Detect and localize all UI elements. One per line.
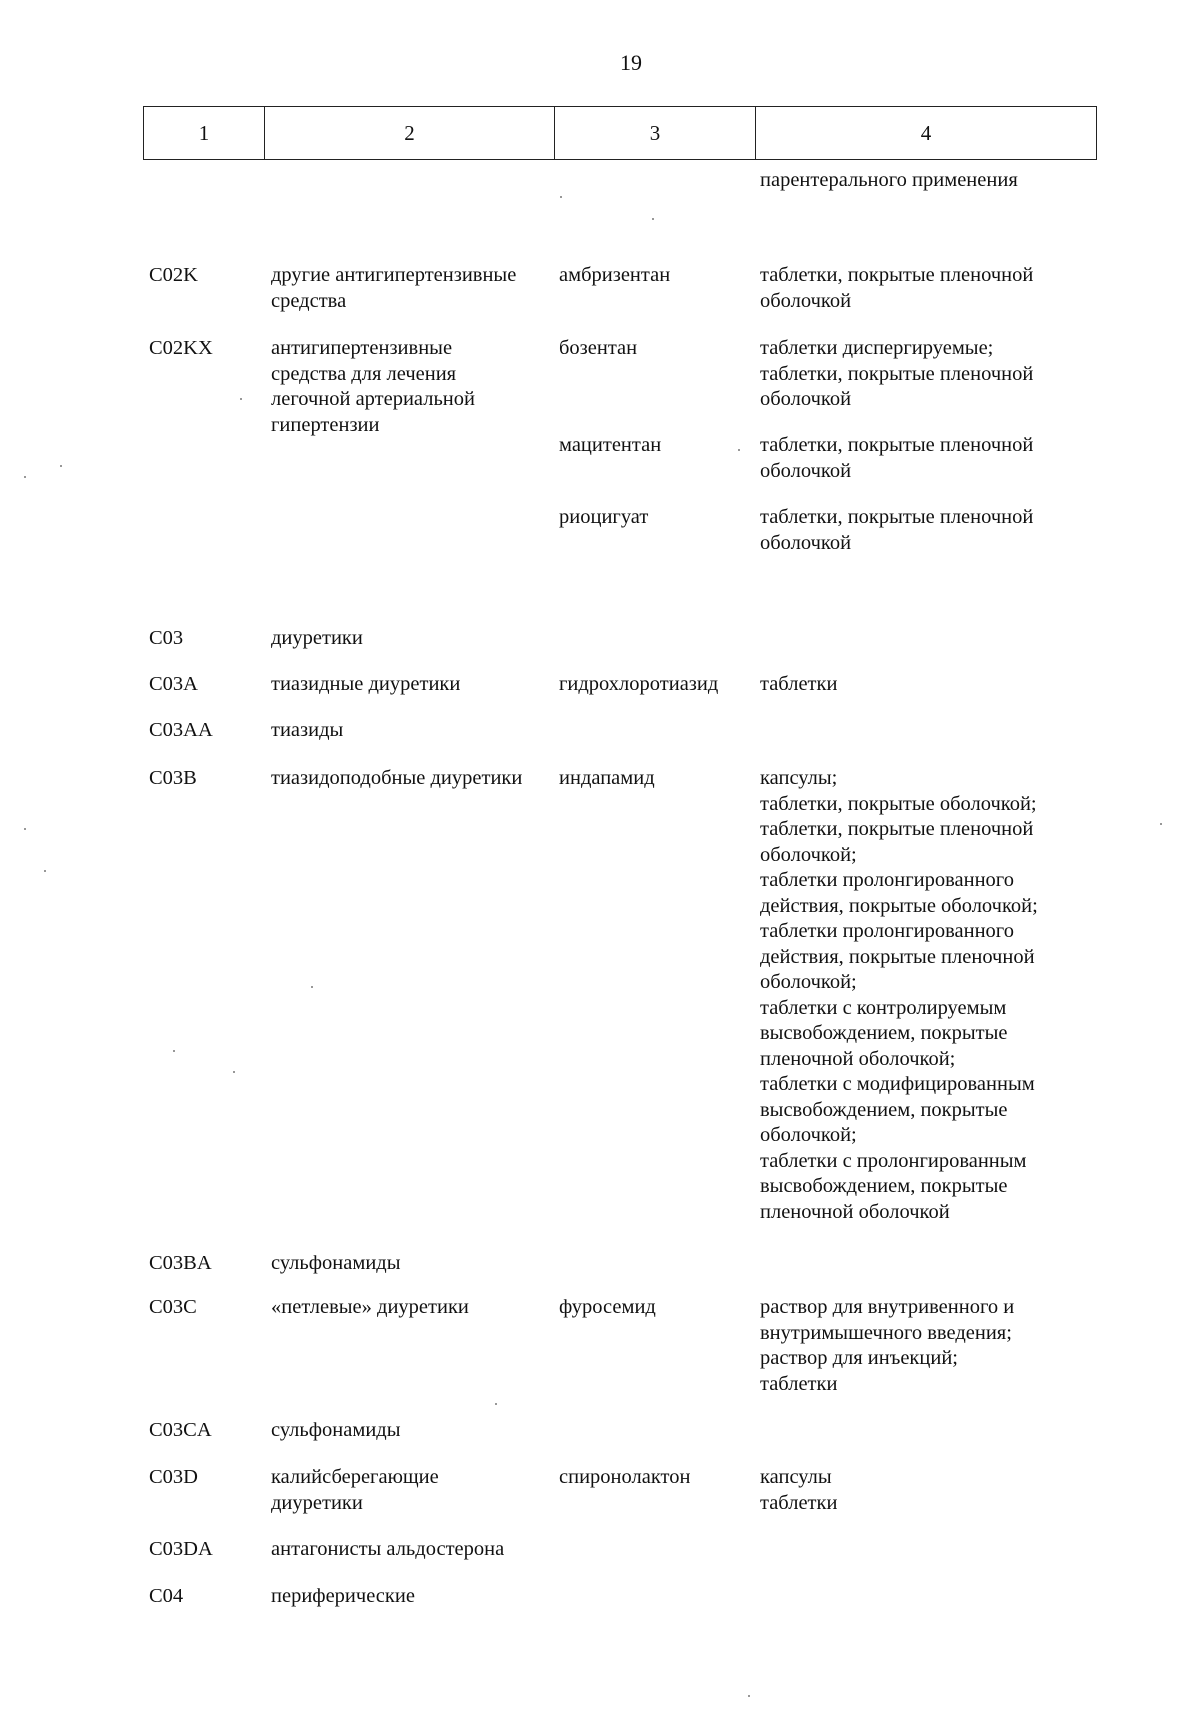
- scan-speck: [1160, 823, 1162, 825]
- row-group: «петлевые» диуретики: [271, 1296, 469, 1318]
- row-drug: риоцигуат: [559, 506, 649, 528]
- row-code: C03A: [149, 673, 198, 695]
- row-group: калийсберегающие диуретики: [271, 1466, 439, 1514]
- column-header-row: [144, 107, 1097, 160]
- row-form: таблетки, покрытые пленочной оболочкой: [760, 506, 1034, 554]
- scan-speck: [738, 449, 740, 451]
- row-code: C03CA: [149, 1419, 212, 1441]
- row-code: C03B: [149, 767, 197, 789]
- row-code: C03C: [149, 1296, 197, 1318]
- row-group: антигипертензивные средства для лечения легочной артериальной гипертензии: [271, 337, 475, 436]
- column-header-2: 2: [265, 107, 555, 160]
- row-form: капсулы; таблетки, покрытые оболочкой; таблетки, покрытые пленочной оболочкой; таблетки пролонгированного действия, покрытые оболочкой; таблетки пролонгированного действия, покрытые пленочной оболочкой; таблетки с контролируемым высвобождением, покрытые пленочной оболочкой; таблетки с модифицированным высвобождением, покрытые оболочкой; таблетки с пролонгированным высвобождением, покрытые пленочной оболочкой: [760, 767, 1038, 1223]
- row-code: C03D: [149, 1466, 198, 1488]
- row-code: C04: [149, 1585, 184, 1607]
- row-group: сульфонамиды: [271, 1252, 401, 1274]
- row-code: C03DA: [149, 1538, 213, 1560]
- column-header-3: 3: [555, 107, 756, 160]
- scan-speck: [240, 398, 242, 400]
- row-code: C03AA: [149, 719, 213, 741]
- row-drug: гидрохлоротиазид: [559, 673, 719, 695]
- row-group: периферические: [271, 1585, 415, 1607]
- row-drug: фуросемид: [559, 1296, 656, 1318]
- scan-speck: [24, 828, 26, 830]
- scan-speck: [560, 196, 562, 198]
- row-group: другие антигипертензивные средства: [271, 264, 517, 312]
- scan-speck: [60, 465, 62, 467]
- row-code: C02KX: [149, 337, 213, 359]
- row-group: антагонисты альдостерона: [271, 1538, 505, 1560]
- scan-speck: [652, 218, 654, 220]
- row-code: C03BA: [149, 1252, 212, 1274]
- row-form: капсулы таблетки: [760, 1466, 838, 1514]
- row-form: таблетки: [760, 673, 838, 695]
- row-code: C02K: [149, 264, 198, 286]
- page-number: 19: [620, 50, 642, 75]
- row-drug: бозентан: [559, 337, 638, 359]
- column-header-4: 4: [756, 107, 1097, 160]
- row-drug: амбризентан: [559, 264, 671, 286]
- scan-speck: [233, 1071, 235, 1073]
- row-drug: индапамид: [559, 767, 655, 789]
- row-drug: мацитентан: [559, 434, 662, 456]
- row-form: раствор для внутривенного и внутримышечного введения; раствор для инъекций; таблетки: [760, 1296, 1015, 1395]
- row-group: тиазиды: [271, 719, 344, 741]
- row-form: таблетки, покрытые пленочной оболочкой: [760, 264, 1034, 312]
- row-group: сульфонамиды: [271, 1419, 401, 1441]
- scan-speck: [44, 870, 46, 872]
- row-group: диуретики: [271, 627, 363, 649]
- scan-speck: [173, 1050, 175, 1052]
- row-drug: спиронолактон: [559, 1466, 691, 1488]
- row-group: тиазидные диуретики: [271, 673, 461, 695]
- scan-speck: [495, 1403, 497, 1405]
- row-code: C03: [149, 627, 184, 649]
- column-header-1: 1: [144, 107, 265, 160]
- scan-speck: [748, 1695, 750, 1697]
- row-form: таблетки диспергируемые; таблетки, покрытые пленочной оболочкой: [760, 337, 1034, 410]
- scan-speck: [311, 986, 313, 988]
- row-form: парентерального применения: [760, 169, 1018, 191]
- row-form: таблетки, покрытые пленочной оболочкой: [760, 434, 1034, 482]
- scan-speck: [24, 476, 26, 478]
- column-header-table: [143, 106, 1097, 160]
- row-group: тиазидоподобные диуретики: [271, 767, 523, 789]
